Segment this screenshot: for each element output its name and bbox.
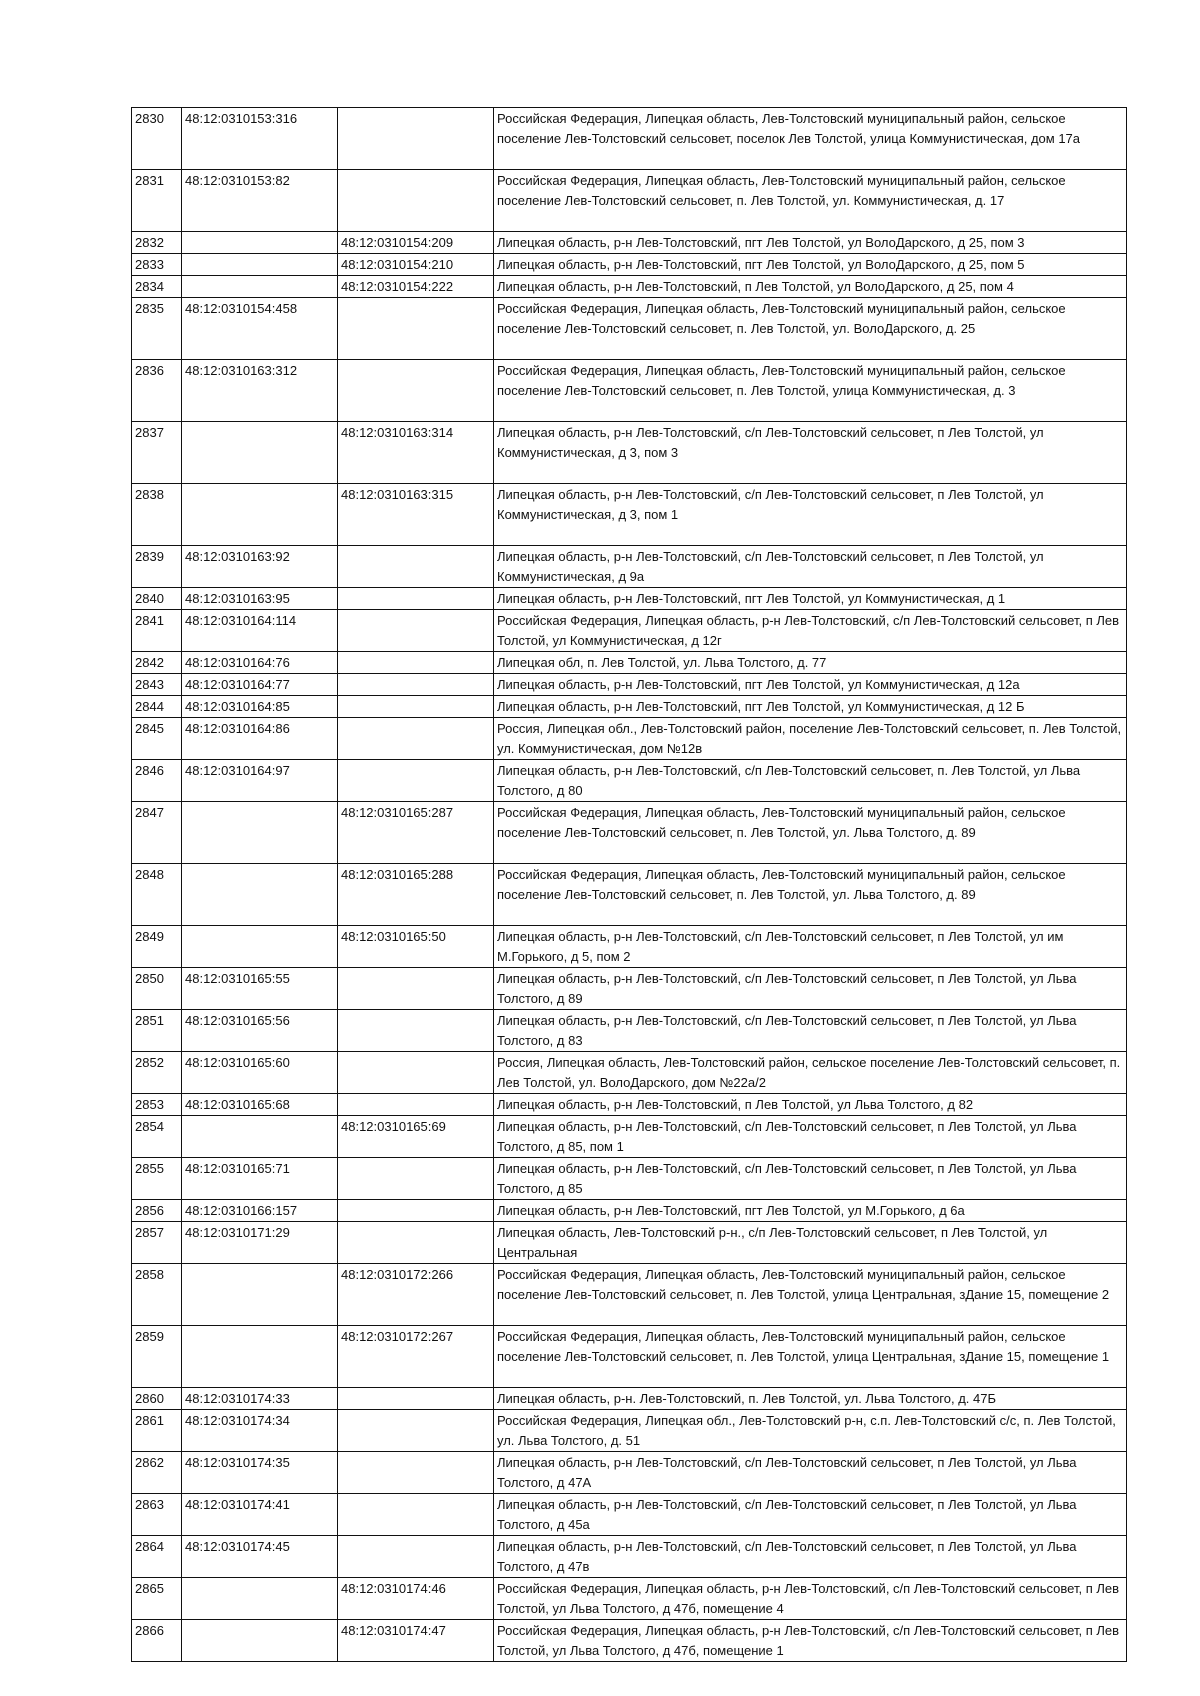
premises-number-cell [338,1452,494,1494]
table-body [132,108,1127,1662]
row-number-cell: 2857 [132,1222,182,1264]
cadastral-number-cell [182,1620,338,1662]
cadastral-number-cell: 48:12:0310174:34 [182,1410,338,1452]
cadastral-number-cell: 48:12:0310154:458 [182,298,338,360]
address-cell: Липецкая область, р-н Лев-Толстовский, пгт Лев Толстой, ул М.Горького, д 6а [494,1200,1127,1222]
table-row [132,1410,1127,1452]
premises-number-cell [338,1200,494,1222]
address-cell: Липецкая область, р-н Лев-Толстовский, с/п Лев-Толстовский сельсовет, п Лев Толстой, ул Льва Толстого, д 47А [494,1452,1127,1494]
address-cell: Липецкая область, р-н Лев-Толстовский, с/п Лев-Толстовский сельсовет, п Лев Толстой, ул Льва Толстого, д 47в [494,1536,1127,1578]
premises-number-cell [338,298,494,360]
row-number-cell: 2856 [132,1200,182,1222]
address-cell: Российская Федерация, Липецкая область, р-н Лев-Толстовский, с/п Лев-Толстовский сельсовет, п Лев Толстой, ул Льва Толстого, д 47б, помещение 4 [494,1578,1127,1620]
cadastral-number-cell: 48:12:0310164:114 [182,610,338,652]
address-cell: Липецкая обл, п. Лев Толстой, ул. Льва Толстого, д. 77 [494,652,1127,674]
document-page [131,107,1127,1662]
row-number-cell: 2865 [132,1578,182,1620]
table-row [132,1116,1127,1158]
table-row [132,422,1127,484]
premises-number-cell: 48:12:0310163:314 [338,422,494,484]
premises-number-cell: 48:12:0310154:210 [338,254,494,276]
cadastral-number-cell: 48:12:0310165:56 [182,1010,338,1052]
address-cell: Липецкая область, р-н Лев-Толстовский, с/п Лев-Толстовский сельсовет, п Лев Толстой, ул Льва Толстого, д 83 [494,1010,1127,1052]
table-row [132,1264,1127,1326]
row-number-cell: 2847 [132,802,182,864]
premises-number-cell [338,360,494,422]
premises-number-cell [338,652,494,674]
premises-number-cell: 48:12:0310154:222 [338,276,494,298]
table-row [132,1578,1127,1620]
premises-number-cell [338,968,494,1010]
cadastral-number-cell: 48:12:0310171:29 [182,1222,338,1264]
table-row [132,276,1127,298]
address-cell: Липецкая область, р-н Лев-Толстовский, пгт Лев Толстой, ул Коммунистическая, д 12 Б [494,696,1127,718]
row-number-cell: 2833 [132,254,182,276]
address-cell: Липецкая область, р-н Лев-Толстовский, с/п Лев-Толстовский сельсовет, п. Лев Толстой, ул Льва Толстого, д 80 [494,760,1127,802]
cadastral-number-cell [182,926,338,968]
premises-number-cell: 48:12:0310165:50 [338,926,494,968]
cadastral-number-cell: 48:12:0310164:77 [182,674,338,696]
table-row [132,760,1127,802]
address-cell: Липецкая область, р-н Лев-Толстовский, с/п Лев-Толстовский сельсовет, п Лев Толстой, ул Коммунистическая, д 3, пом 1 [494,484,1127,546]
premises-number-cell [338,1010,494,1052]
premises-number-cell [338,546,494,588]
table-row [132,1494,1127,1536]
address-cell: Россия, Липецкая обл., Лев-Толстовский район, поселение Лев-Толстовский сельсовет, п. Лев Толстой, ул. Коммунистическая, дом №12в [494,718,1127,760]
row-number-cell: 2832 [132,232,182,254]
cadastral-number-cell [182,1116,338,1158]
cadastral-number-cell: 48:12:0310164:85 [182,696,338,718]
cadastral-table [131,107,1127,1662]
table-row [132,546,1127,588]
table-row [132,1388,1127,1410]
row-number-cell: 2860 [132,1388,182,1410]
cadastral-number-cell: 48:12:0310166:157 [182,1200,338,1222]
address-cell: Липецкая область, р-н Лев-Толстовский, с/п Лев-Толстовский сельсовет, п Лев Толстой, ул Льва Толстого, д 85 [494,1158,1127,1200]
table-row [132,360,1127,422]
table-row [132,588,1127,610]
table-row [132,968,1127,1010]
cadastral-number-cell: 48:12:0310163:95 [182,588,338,610]
premises-number-cell [338,1536,494,1578]
row-number-cell: 2859 [132,1326,182,1388]
cadastral-number-cell: 48:12:0310165:60 [182,1052,338,1094]
premises-number-cell [338,696,494,718]
row-number-cell: 2839 [132,546,182,588]
premises-number-cell: 48:12:0310172:267 [338,1326,494,1388]
address-cell: Липецкая область, р-н Лев-Толстовский, пгт Лев Толстой, ул ВолоДарского, д 25, пом 3 [494,232,1127,254]
address-cell: Липецкая область, р-н Лев-Толстовский, с/п Лев-Толстовский сельсовет, п Лев Толстой, ул Коммунистическая, д 9а [494,546,1127,588]
cadastral-number-cell: 48:12:0310153:316 [182,108,338,170]
premises-number-cell: 48:12:0310174:46 [338,1578,494,1620]
table-row [132,652,1127,674]
address-cell: Липецкая область, р-н Лев-Толстовский, пгт Лев Толстой, ул Коммунистическая, д 12а [494,674,1127,696]
cadastral-number-cell [182,276,338,298]
address-cell: Россия, Липецкая область, Лев-Толстовский район, сельское поселение Лев-Толстовский сельсовет, п. Лев Толстой, ул. ВолоДарского, дом №22а/2 [494,1052,1127,1094]
address-cell: Липецкая область, р-н Лев-Толстовский, п Лев Толстой, ул ВолоДарского, д 25, пом 4 [494,276,1127,298]
premises-number-cell [338,1158,494,1200]
cadastral-number-cell [182,484,338,546]
table-row [132,298,1127,360]
table-row [132,718,1127,760]
row-number-cell: 2843 [132,674,182,696]
table-row [132,170,1127,232]
row-number-cell: 2866 [132,1620,182,1662]
table-row [132,1158,1127,1200]
row-number-cell: 2851 [132,1010,182,1052]
address-cell: Липецкая область, р-н Лев-Толстовский, с/п Лев-Толстовский сельсовет, п Лев Толстой, ул Льва Толстого, д 85, пом 1 [494,1116,1127,1158]
cadastral-number-cell [182,864,338,926]
row-number-cell: 2831 [132,170,182,232]
premises-number-cell [338,170,494,232]
row-number-cell: 2838 [132,484,182,546]
premises-number-cell [338,610,494,652]
table-row [132,484,1127,546]
table-row [132,802,1127,864]
row-number-cell: 2834 [132,276,182,298]
premises-number-cell: 48:12:0310165:69 [338,1116,494,1158]
row-number-cell: 2835 [132,298,182,360]
row-number-cell: 2842 [132,652,182,674]
cadastral-number-cell [182,1264,338,1326]
address-cell: Российская Федерация, Липецкая область, Лев-Толстовский муниципальный район, сельское поселение Лев-Толстовский сельсовет, п. Лев Толстой, ул. Льва Толстого, д. 89 [494,864,1127,926]
address-cell: Липецкая область, р-н Лев-Толстовский, с/п Лев-Толстовский сельсовет, п Лев Толстой, ул им М.Горького, д 5, пом 2 [494,926,1127,968]
row-number-cell: 2853 [132,1094,182,1116]
table-row [132,108,1127,170]
cadastral-number-cell: 48:12:0310174:33 [182,1388,338,1410]
address-cell: Липецкая область, Лев-Толстовский р-н., с/п Лев-Толстовский сельсовет, п Лев Толстой, ул Центральная [494,1222,1127,1264]
address-cell: Российская Федерация, Липецкая область, Лев-Толстовский муниципальный район, сельское поселение Лев-Толстовский сельсовет, п. Лев Толстой, ул. ВолоДарского, д. 25 [494,298,1127,360]
cadastral-number-cell: 48:12:0310165:55 [182,968,338,1010]
table-row [132,1222,1127,1264]
table-row [132,232,1127,254]
address-cell: Липецкая область, р-н Лев-Толстовский, с/п Лев-Толстовский сельсовет, п Лев Толстой, ул Льва Толстого, д 45а [494,1494,1127,1536]
cadastral-number-cell [182,1326,338,1388]
cadastral-number-cell [182,1578,338,1620]
row-number-cell: 2845 [132,718,182,760]
table-row [132,1052,1127,1094]
table-row [132,610,1127,652]
cadastral-number-cell: 48:12:0310174:45 [182,1536,338,1578]
table-row [132,926,1127,968]
cadastral-number-cell [182,254,338,276]
table-row [132,1452,1127,1494]
premises-number-cell [338,1094,494,1116]
cadastral-number-cell: 48:12:0310165:68 [182,1094,338,1116]
cadastral-number-cell [182,422,338,484]
row-number-cell: 2855 [132,1158,182,1200]
row-number-cell: 2861 [132,1410,182,1452]
table-row [132,1200,1127,1222]
address-cell: Российская Федерация, Липецкая область, Лев-Толстовский муниципальный район, сельское поселение Лев-Толстовский сельсовет, поселок Лев Толстой, улица Коммунистическая, дом 17а [494,108,1127,170]
premises-number-cell: 48:12:0310174:47 [338,1620,494,1662]
premises-number-cell [338,674,494,696]
address-cell: Российская Федерация, Липецкая область, Лев-Толстовский муниципальный район, сельское поселение Лев-Толстовский сельсовет, п. Лев Толстой, улица Центральная, зДание 15, помещение 2 [494,1264,1127,1326]
premises-number-cell: 48:12:0310154:209 [338,232,494,254]
row-number-cell: 2854 [132,1116,182,1158]
address-cell: Российская Федерация, Липецкая область, Лев-Толстовский муниципальный район, сельское поселение Лев-Толстовский сельсовет, п. Лев Толстой, ул. Льва Толстого, д. 89 [494,802,1127,864]
address-cell: Российская Федерация, Липецкая область, Лев-Толстовский муниципальный район, сельское поселение Лев-Толстовский сельсовет, п. Лев Толстой, ул. Коммунистическая, д. 17 [494,170,1127,232]
address-cell: Российская Федерация, Липецкая область, р-н Лев-Толстовский, с/п Лев-Толстовский сельсовет, п Лев Толстой, ул Льва Толстого, д 47б, помещение 1 [494,1620,1127,1662]
row-number-cell: 2850 [132,968,182,1010]
cadastral-number-cell: 48:12:0310165:71 [182,1158,338,1200]
row-number-cell: 2844 [132,696,182,718]
premises-number-cell [338,1222,494,1264]
table-row [132,1010,1127,1052]
premises-number-cell [338,1494,494,1536]
cadastral-number-cell: 48:12:0310174:41 [182,1494,338,1536]
premises-number-cell [338,1052,494,1094]
row-number-cell: 2837 [132,422,182,484]
table-row [132,674,1127,696]
cadastral-number-cell: 48:12:0310164:86 [182,718,338,760]
address-cell: Российская Федерация, Липецкая область, Лев-Толстовский муниципальный район, сельское поселение Лев-Толстовский сельсовет, п. Лев Толстой, улица Коммунистическая, д. 3 [494,360,1127,422]
address-cell: Российская Федерация, Липецкая обл., Лев-Толстовский р-н, с.п. Лев-Толстовский с/с, п. Лев Толстой, ул. Льва Толстого, д. 51 [494,1410,1127,1452]
table-row [132,1536,1127,1578]
row-number-cell: 2858 [132,1264,182,1326]
table-row [132,696,1127,718]
row-number-cell: 2849 [132,926,182,968]
row-number-cell: 2836 [132,360,182,422]
row-number-cell: 2863 [132,1494,182,1536]
row-number-cell: 2840 [132,588,182,610]
table-row [132,254,1127,276]
premises-number-cell [338,108,494,170]
address-cell: Липецкая область, р-н Лев-Толстовский, с/п Лев-Толстовский сельсовет, п Лев Толстой, ул Льва Толстого, д 89 [494,968,1127,1010]
premises-number-cell: 48:12:0310165:288 [338,864,494,926]
row-number-cell: 2852 [132,1052,182,1094]
row-number-cell: 2846 [132,760,182,802]
premises-number-cell [338,718,494,760]
premises-number-cell [338,760,494,802]
row-number-cell: 2848 [132,864,182,926]
address-cell: Липецкая область, р-н Лев-Толстовский, с/п Лев-Толстовский сельсовет, п Лев Толстой, ул Коммунистическая, д 3, пом 3 [494,422,1127,484]
premises-number-cell [338,1410,494,1452]
cadastral-number-cell: 48:12:0310163:312 [182,360,338,422]
address-cell: Липецкая область, р-н. Лев-Толстовский, п. Лев Толстой, ул. Льва Толстого, д. 47Б [494,1388,1127,1410]
address-cell: Липецкая область, р-н Лев-Толстовский, пгт Лев Толстой, ул ВолоДарского, д 25, пом 5 [494,254,1127,276]
table-row [132,1094,1127,1116]
premises-number-cell [338,1388,494,1410]
premises-number-cell: 48:12:0310165:287 [338,802,494,864]
cadastral-number-cell: 48:12:0310164:97 [182,760,338,802]
premises-number-cell [338,588,494,610]
address-cell: Липецкая область, р-н Лев-Толстовский, п Лев Толстой, ул Льва Толстого, д 82 [494,1094,1127,1116]
table-row [132,1326,1127,1388]
table-row [132,864,1127,926]
address-cell: Российская Федерация, Липецкая область, Лев-Толстовский муниципальный район, сельское поселение Лев-Толстовский сельсовет, п. Лев Толстой, улица Центральная, зДание 15, помещение 1 [494,1326,1127,1388]
cadastral-number-cell: 48:12:0310163:92 [182,546,338,588]
address-cell: Липецкая область, р-н Лев-Толстовский, пгт Лев Толстой, ул Коммунистическая, д 1 [494,588,1127,610]
address-cell: Российская Федерация, Липецкая область, р-н Лев-Толстовский, с/п Лев-Толстовский сельсовет, п Лев Толстой, ул Коммунистическая, д 12г [494,610,1127,652]
cadastral-number-cell [182,802,338,864]
table-row [132,1620,1127,1662]
cadastral-number-cell [182,232,338,254]
premises-number-cell: 48:12:0310172:266 [338,1264,494,1326]
row-number-cell: 2862 [132,1452,182,1494]
cadastral-number-cell: 48:12:0310174:35 [182,1452,338,1494]
row-number-cell: 2841 [132,610,182,652]
premises-number-cell: 48:12:0310163:315 [338,484,494,546]
row-number-cell: 2830 [132,108,182,170]
cadastral-number-cell: 48:12:0310164:76 [182,652,338,674]
row-number-cell: 2864 [132,1536,182,1578]
cadastral-number-cell: 48:12:0310153:82 [182,170,338,232]
